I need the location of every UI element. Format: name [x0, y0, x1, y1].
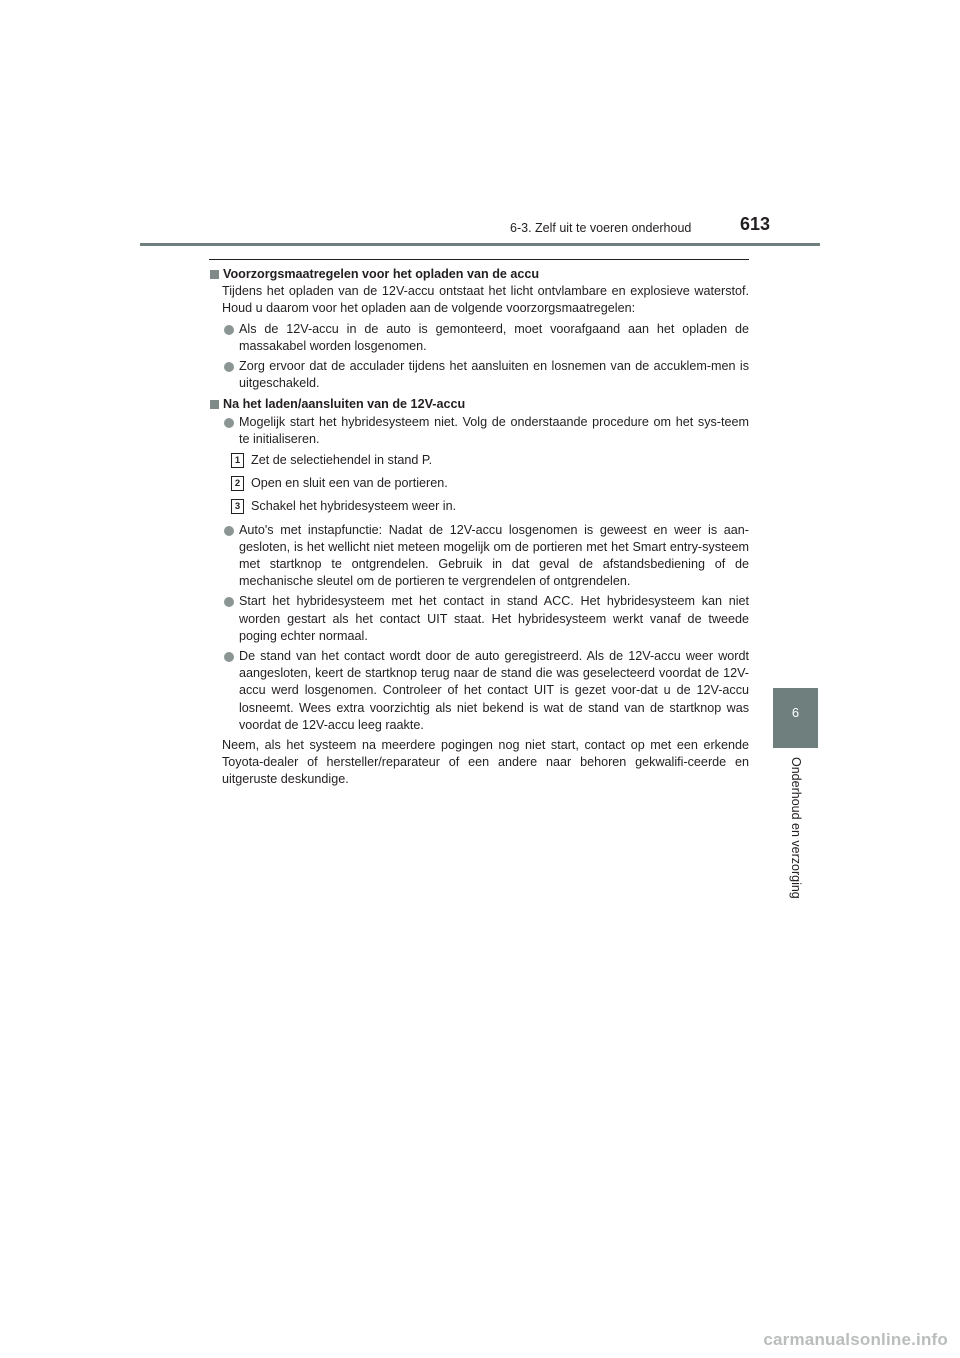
square-marker-icon: [210, 400, 219, 409]
bullet-dot-icon: [224, 362, 234, 372]
bullet-item: [209, 321, 749, 355]
step-number-badge: 2: [231, 476, 244, 491]
header-rule: [140, 243, 820, 246]
bullet-dot-icon: [224, 418, 234, 428]
bullet-dot-icon: [224, 325, 234, 335]
bullet-item: [209, 522, 749, 591]
bullet-text: Mogelijk start het hybridesysteem niet. Volg de onderstaande procedure om het sys-teem te initialiseren.: [239, 414, 749, 446]
header-section-title: 6-3. Zelf uit te voeren onderhoud: [510, 221, 692, 235]
step-number-badge: 1: [231, 453, 244, 468]
footer-watermark: carmanualsonline.info: [763, 1330, 948, 1349]
page-number: 613: [740, 214, 771, 234]
section-title-text: Voorzorgsmaatregelen voor het opladen van de accu: [223, 267, 540, 281]
step-text: Open en sluit een van de portieren.: [251, 476, 448, 491]
chapter-tab: [773, 688, 818, 748]
bullet-dot-icon: [224, 526, 234, 536]
bullet-item: [209, 593, 749, 645]
bullet-item: [209, 648, 749, 734]
bullet-item: [209, 414, 749, 448]
section-title: [209, 266, 749, 283]
bullet-text: Als de 12V-accu in de auto is gemonteerd, moet voorafgaand aan het opladen de massakabel worden losgenomen.: [239, 321, 749, 353]
section-title: [209, 396, 749, 413]
chapter-number: 6: [791, 705, 800, 720]
content-rule: [209, 259, 749, 260]
closing-paragraph: Neem, als het systeem na meerdere pogingen nog niet start, contact op met een erkende Toyota-dealer of hersteller/reparateur of een andere naar behoren gekwalifi-ceerde en uitgeruste deskundige.: [222, 738, 749, 787]
section-title-text: Na het laden/aansluiten van de 12V-accu: [223, 397, 466, 412]
step-item: [209, 498, 749, 515]
bullet-dot-icon: [224, 597, 234, 607]
content: [209, 266, 749, 792]
section-2: [209, 396, 749, 788]
bullet-item: [209, 358, 749, 392]
step-text: Zet de selectiehendel in stand P.: [251, 453, 433, 468]
chapter-label: Onderhoud en verzorging: [789, 757, 803, 899]
bullet-text: Auto's met instapfunctie: Nadat de 12V-accu losgenomen is geweest en weer is aan-gesloten, is het wellicht niet meteen mogelijk om de portieren met het Smart entry-systeem met startknop te ontgrendelen. Gebruik in dat geval de afstandsbediening of de mechanische sleutel om de portieren te vergrendelen of ontgrendelen.: [239, 522, 749, 589]
step-item: [209, 475, 749, 492]
bullet-dot-icon: [224, 652, 234, 662]
section-intro: Tijdens het opladen van de 12V-accu ontstaat het licht ontvlambare en explosieve waterstof. Houd u daarom voor het opladen aan de volgende voorzorgsmaatregelen:: [222, 284, 749, 316]
step-item: [209, 452, 749, 469]
bullet-text: Zorg ervoor dat de acculader tijdens het aansluiten en losnemen van de accuklem-men is uitgeschakeld.: [239, 359, 749, 391]
bullet-text: De stand van het contact wordt door de auto geregistreerd. Als de 12V-accu weer wordt aangesloten, keert de startknop terug naar de stand die was geselecteerd voordat de 12V-accu werd losgenomen. Controleer of het contact UIT is gezet voor-dat u de 12V-accu losneemt. Wees extra voorzichtig als niet bekend is wat de stand van de startknop was voordat de 12V-accu leeg raakte.: [239, 649, 749, 732]
step-number-badge: 3: [231, 499, 244, 514]
step-text: Schakel het hybridesysteem weer in.: [251, 499, 457, 514]
bullet-text: Start het hybridesysteem met het contact in stand ACC. Het hybridesysteem kan niet worden gestart als het contact UIT staat. Het hybridesysteem werkt vanaf de tweede poging echter normaal.: [239, 594, 749, 643]
square-marker-icon: [210, 270, 219, 279]
section-1: [209, 266, 749, 392]
